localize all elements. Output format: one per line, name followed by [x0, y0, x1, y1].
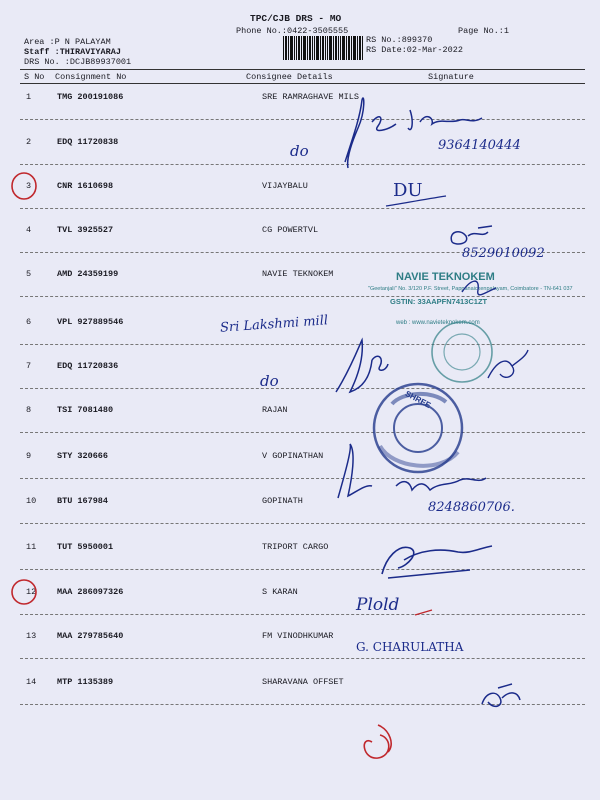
row-consignee: NAVIE TEKNOKEM [262, 269, 334, 279]
row-divider [20, 344, 585, 345]
rs-number: RS No.:899370 [366, 35, 433, 45]
header-rule [20, 69, 585, 70]
rs-date: RS Date:02-Mar-2022 [366, 45, 463, 55]
row-consignment: MTP 1135389 [57, 677, 114, 687]
row-divider [20, 296, 585, 297]
col-sno: S No [24, 72, 45, 82]
row-sno: 1 [26, 92, 32, 102]
stamp-company-web: web : www.navieteknokem.com [396, 320, 480, 326]
staff-label: Staff :THIRAVIYARAJ [24, 47, 121, 57]
handwritten-phone: 9364140444 [438, 138, 521, 153]
row-sno: 3 [26, 181, 32, 191]
row-consignee: CG POWERTVL [262, 225, 319, 235]
row-sno: 2 [26, 137, 32, 147]
row-sno: 12 [26, 587, 37, 597]
round-seal-stamp [432, 322, 492, 382]
handwritten-ditto: do [290, 142, 309, 160]
col-signature: Signature [428, 72, 474, 82]
row-sno: 9 [26, 451, 32, 461]
handwritten-name: G. CHARULATHA [356, 640, 464, 654]
shree-seal-text-arc [380, 446, 458, 466]
row-consignment: EDQ 11720836 [57, 361, 119, 371]
row-consignee: GOPINATH [262, 496, 303, 506]
signature-stroke [338, 444, 486, 498]
handwritten-phone: 8529010092 [462, 246, 545, 261]
row-sno: 8 [26, 405, 32, 415]
row-consignee: V GOPINATHAN [262, 451, 324, 461]
row-divider [20, 614, 585, 615]
row-consignment: MAA 279785640 [57, 631, 124, 641]
signature-stroke [488, 350, 528, 378]
col-consignment: Consignment No [55, 72, 127, 82]
row-consignee: SRE RAMRAGHAVE MILS [262, 92, 359, 102]
row-consignment: MAA 286097326 [57, 587, 124, 597]
red-ink-mark [364, 725, 391, 758]
sheet-title: TPC/CJB DRS - MO [250, 13, 342, 24]
row-sno: 10 [26, 496, 37, 506]
row-consignment: STY 320666 [57, 451, 109, 461]
column-rule [20, 83, 585, 84]
signature-stroke [336, 340, 388, 392]
shree-seal-label: SHREE [403, 389, 433, 411]
row-divider [20, 569, 585, 570]
row-divider [20, 119, 585, 120]
row-consignment: AMD 24359199 [57, 269, 119, 279]
area-label: Area :P N PALAYAM [24, 37, 111, 47]
row-consignment: TVL 3925527 [57, 225, 114, 235]
row-divider [20, 478, 585, 479]
row-divider [20, 523, 585, 524]
handwritten-signature: Plold [356, 595, 400, 615]
row-consignment: TUT 5950001 [57, 542, 114, 552]
barcode [283, 36, 363, 60]
phone-number: Phone No.:0422-3505555 [236, 26, 349, 36]
row-sno: 14 [26, 677, 37, 687]
row-consignee: RAJAN [262, 405, 288, 415]
row-sno: 4 [26, 225, 32, 235]
row-consignee: SHARAVANA OFFSET [262, 677, 344, 687]
row-consignee: FM VINODHKUMAR [262, 631, 334, 641]
row-consignee: TRIPORT CARGO [262, 542, 329, 552]
page-number: Page No.:1 [458, 26, 510, 36]
stamp-company-gstin: GSTIN: 33AAPFN7413C1ZT [390, 297, 488, 306]
row-divider [20, 164, 585, 165]
row-sno: 6 [26, 317, 32, 327]
col-consignee: Consignee Details [246, 72, 333, 82]
row-divider [20, 208, 585, 209]
row-sno: 11 [26, 542, 37, 552]
stamp-company-name: NAVIE TEKNOKEM [396, 271, 495, 283]
row-consignment: TMG 200191086 [57, 92, 124, 102]
signature-stroke [382, 546, 492, 578]
drs-number: DRS No. :DCJB89937001 [24, 57, 132, 67]
row-sno: 7 [26, 361, 32, 371]
row-consignment: TSI 7081480 [57, 405, 114, 415]
round-seal-stamp-inner [444, 334, 480, 370]
row-consignee: VIJAYBALU [262, 181, 308, 191]
row-divider [20, 658, 585, 659]
row-consignment: CNR 1610698 [57, 181, 114, 191]
row-divider [20, 704, 585, 705]
row-consignment: EDQ 11720838 [57, 137, 119, 147]
row-sno: 13 [26, 631, 37, 641]
signature-stroke [345, 98, 482, 168]
signature-stroke [451, 226, 492, 244]
row-sno: 5 [26, 269, 32, 279]
stamp-company-address: "Geetanjali" No. 3/120 P.F. Street, Pappanaickenpalayam, Coimbatore - TN-641 037 [368, 286, 573, 292]
red-circle-mark [12, 173, 36, 199]
shree-seal-stamp-inner [394, 404, 442, 452]
row-consignment: VPL 927889546 [57, 317, 124, 327]
handwritten-ditto: do [260, 372, 279, 390]
row-consignee: S KARAN [262, 587, 298, 597]
handwritten-signature: DU [393, 180, 423, 201]
handwritten-name: Sri Lakshmi mill [219, 313, 329, 336]
signature-stroke [482, 684, 520, 706]
row-consignment: BTU 167984 [57, 496, 109, 506]
row-divider [20, 388, 585, 389]
handwritten-phone: 8248860706. [428, 500, 515, 515]
row-divider [20, 432, 585, 433]
